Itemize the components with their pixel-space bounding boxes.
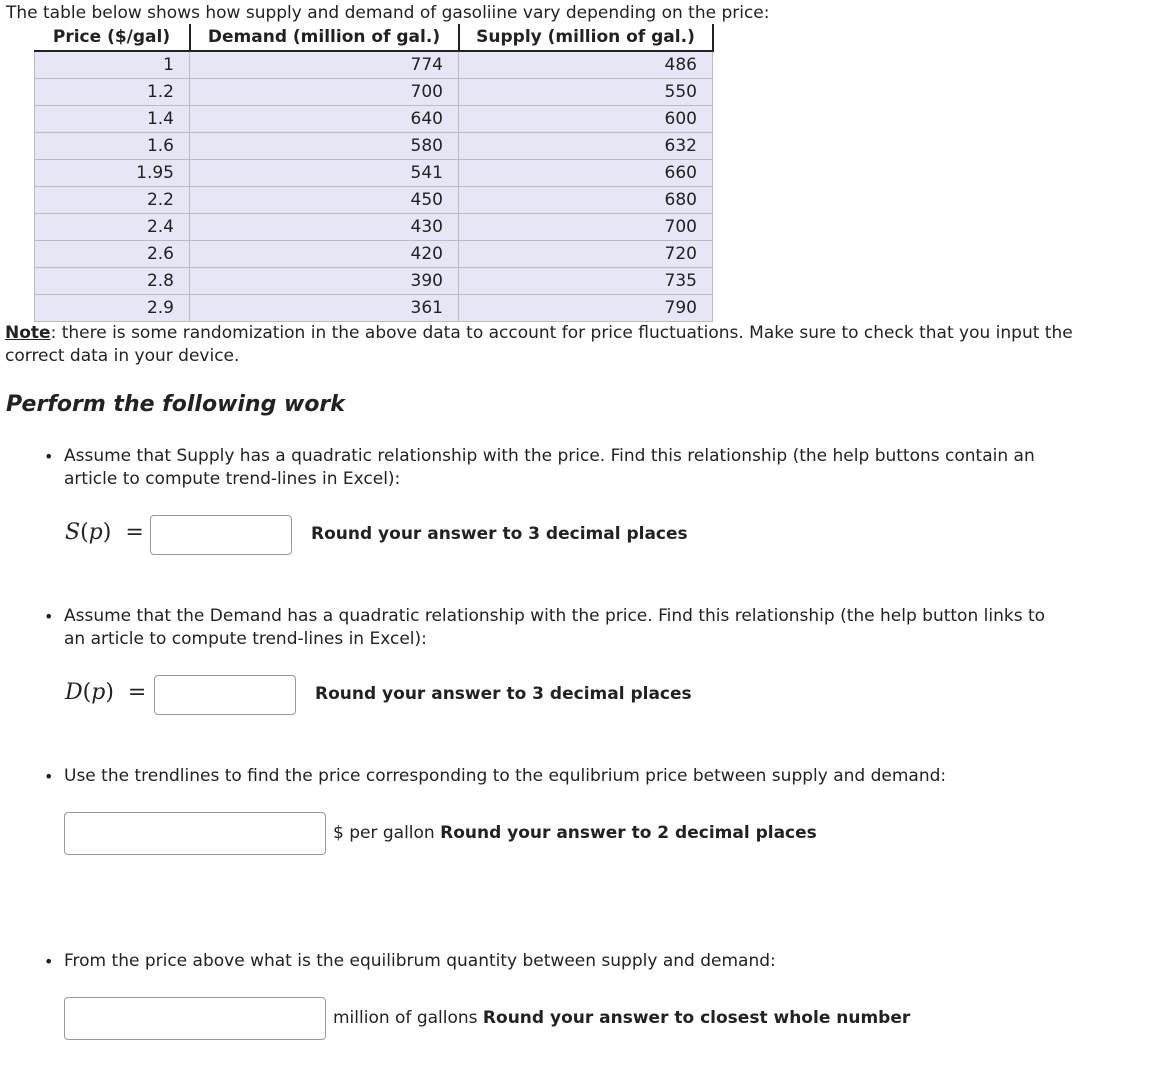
cell-supply: 632: [459, 133, 713, 160]
demand-answer-input[interactable]: [154, 675, 296, 715]
cell-demand: 450: [190, 187, 459, 214]
bullet-icon: •: [44, 447, 54, 466]
table-body: [35, 51, 713, 322]
table-row: [35, 79, 713, 106]
header-demand: Demand (million of gal.): [190, 24, 459, 51]
cell-demand: 774: [190, 51, 459, 79]
equilibrium-quantity-unit: million of gallons: [333, 1008, 478, 1028]
question-equilibrium-price-text: Use the trendlines to find the price corresponding to the equlibrium price between supply and demand:: [64, 766, 947, 786]
note: [5, 322, 1085, 368]
supply-hint: Round your answer to 3 decimal places: [311, 524, 688, 544]
cell-supply: 550: [459, 79, 713, 106]
cell-price: 2.4: [35, 214, 190, 241]
table-row: [35, 106, 713, 133]
cell-demand: 420: [190, 241, 459, 268]
supply-demand-table: [34, 24, 714, 322]
table-row: [35, 160, 713, 187]
demand-hint: Round your answer to 3 decimal places: [315, 684, 692, 704]
cell-demand: 580: [190, 133, 459, 160]
table-row: [35, 241, 713, 268]
equilibrium-price-input[interactable]: [64, 812, 326, 855]
cell-demand: 361: [190, 295, 459, 322]
cell-demand: 390: [190, 268, 459, 295]
supply-answer-input[interactable]: [150, 515, 292, 555]
equilibrium-price-hint: $ per gallon Round your answer to 2 decimal places: [333, 823, 817, 843]
cell-demand: 700: [190, 79, 459, 106]
cell-supply: 660: [459, 160, 713, 187]
bullet-icon: •: [44, 952, 54, 971]
supply-label: S(p) =: [65, 520, 144, 545]
equilibrium-quantity-hint: million of gallons Round your answer to closest whole number: [333, 1008, 911, 1028]
cell-demand: 640: [190, 106, 459, 133]
cell-price: 2.8: [35, 268, 190, 295]
demand-var: p: [91, 680, 106, 705]
table-row: [35, 187, 713, 214]
bullet-icon: •: [44, 607, 54, 626]
equilibrium-price-unit: $ per gallon: [333, 823, 435, 843]
table-row: [35, 268, 713, 295]
cell-supply: 790: [459, 295, 713, 322]
question-supply-text: Assume that Supply has a quadratic relationship with the price. Find this relationship (the help buttons contain an article to compute trend-lines in Excel):: [64, 446, 1035, 489]
table-row: [35, 51, 713, 79]
cell-supply: 720: [459, 241, 713, 268]
supply-var: p: [88, 520, 103, 545]
cell-price: 1.4: [35, 106, 190, 133]
table-row: [35, 133, 713, 160]
cell-demand: 430: [190, 214, 459, 241]
cell-price: 2.2: [35, 187, 190, 214]
equilibrium-quantity-input[interactable]: [64, 997, 326, 1040]
bullet-icon: •: [44, 767, 54, 786]
cell-supply: 735: [459, 268, 713, 295]
question-demand-text: Assume that the Demand has a quadratic relationship with the price. Find this relationship (the help button links to an article to compute trend-lines in Excel):: [64, 606, 1046, 649]
note-label: Note: [5, 323, 51, 343]
question-equilibrium-quantity-text: From the price above what is the equilibrum quantity between supply and demand:: [64, 951, 776, 971]
demand-label: D(p) =: [65, 680, 147, 705]
cell-supply: 486: [459, 51, 713, 79]
table-row: [35, 214, 713, 241]
cell-price: 2.9: [35, 295, 190, 322]
cell-demand: 541: [190, 160, 459, 187]
header-price: Price ($/gal): [35, 24, 190, 51]
cell-price: 1.95: [35, 160, 190, 187]
cell-price: 1.6: [35, 133, 190, 160]
cell-supply: 600: [459, 106, 713, 133]
section-title: Perform the following work: [6, 392, 345, 417]
cell-price: 1: [35, 51, 190, 79]
header-supply: Supply (million of gal.): [459, 24, 713, 51]
cell-supply: 700: [459, 214, 713, 241]
cell-supply: 680: [459, 187, 713, 214]
note-text: : there is some randomization in the above data to account for price fluctuations. Make sure to check that you input the correct data in your device.: [5, 323, 1073, 366]
table-row: [35, 295, 713, 322]
intro-text: The table below shows how supply and demand of gasoliine vary depending on the price:: [6, 3, 770, 23]
supply-fn: S: [65, 520, 81, 545]
demand-fn: D: [65, 680, 83, 705]
cell-price: 2.6: [35, 241, 190, 268]
cell-price: 1.2: [35, 79, 190, 106]
